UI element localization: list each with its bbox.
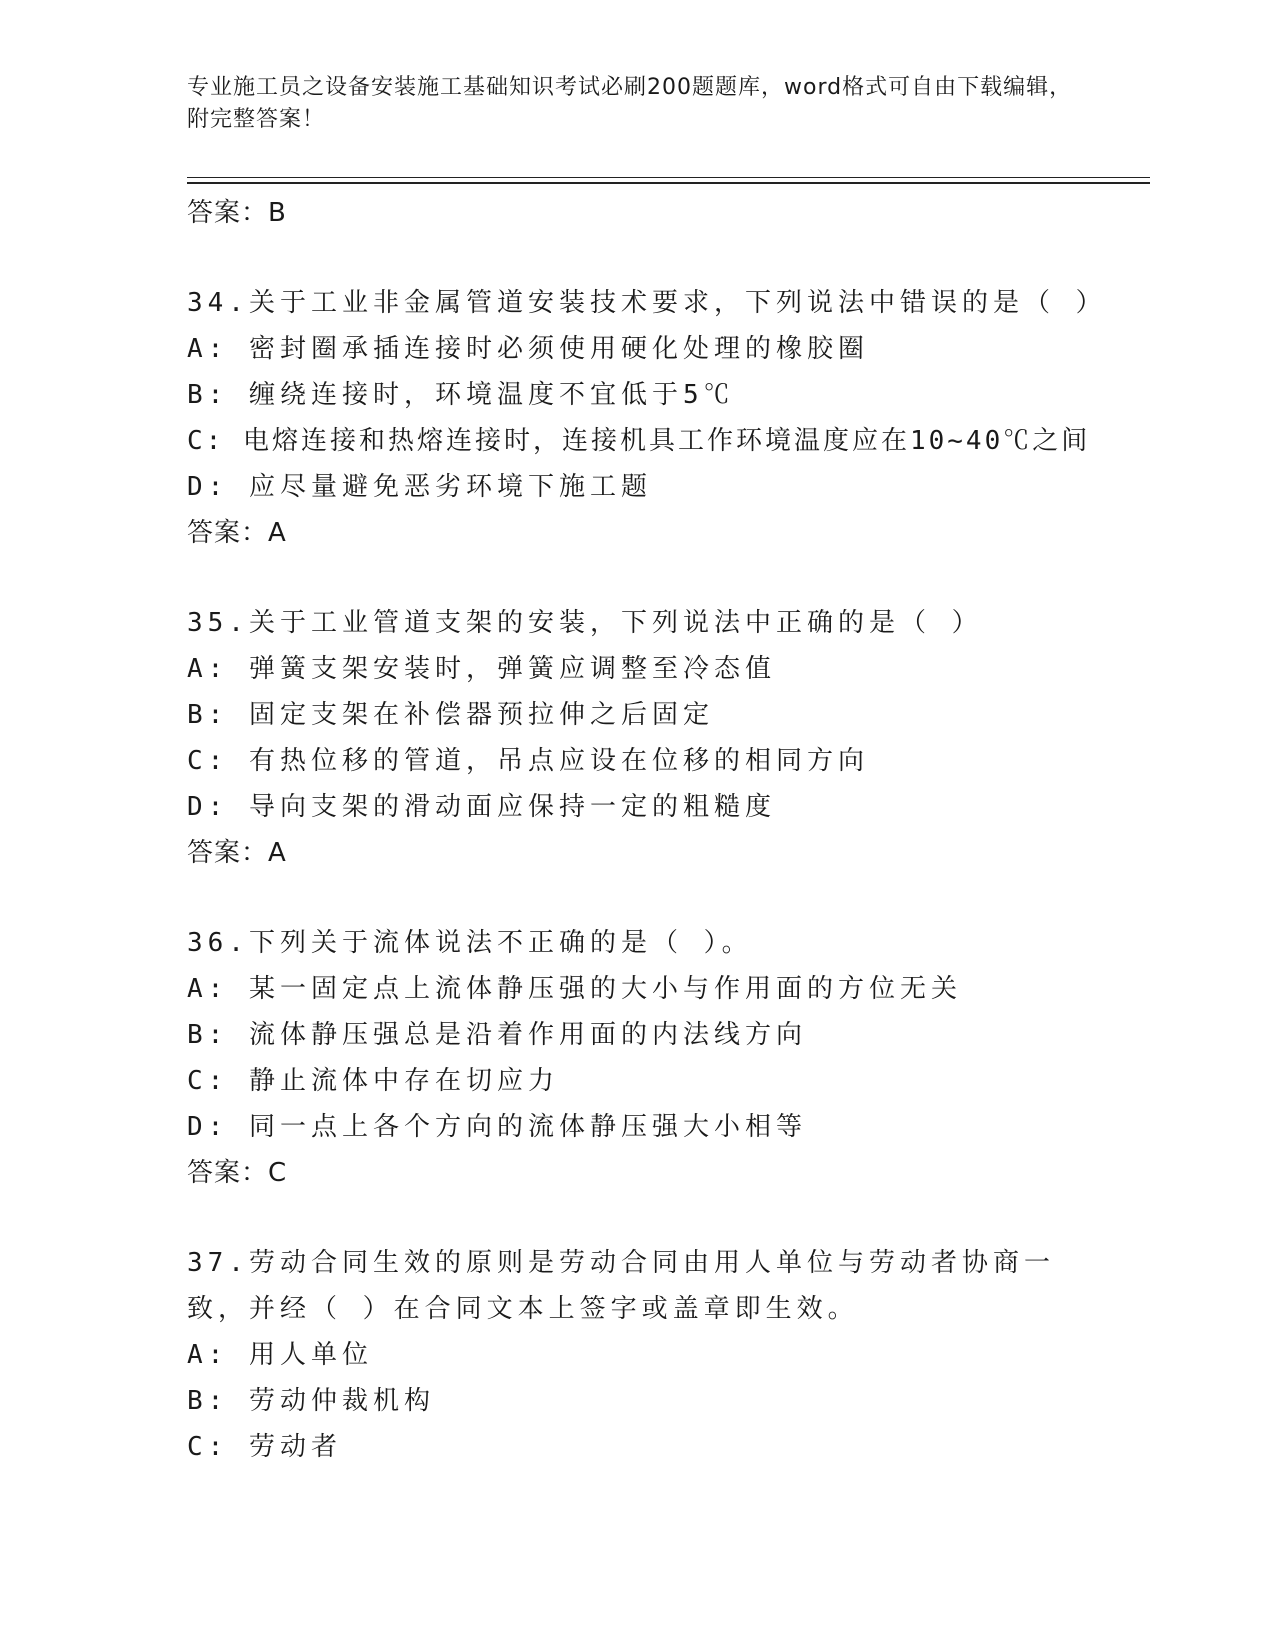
document-body: [187, 190, 1137, 1470]
spacer: [187, 1196, 1137, 1240]
question-stem: 37.劳动合同生效的原则是劳动合同由用人单位与劳动者协商一致，并经（ ）在合同文本上签字或盖章即生效。: [187, 1248, 1055, 1324]
header-divider-thin: [187, 177, 1150, 178]
option-b: B: 缠绕连接时，环境温度不宜低于5℃: [187, 380, 735, 410]
option-c: C: 静止流体中存在切应力: [187, 1066, 559, 1096]
option-d: D: 同一点上各个方向的流体静压强大小相等: [187, 1112, 807, 1142]
option-c: C: 劳动者: [187, 1432, 342, 1462]
option-d: D: 导向支架的滑动面应保持一定的粗糙度: [187, 792, 776, 822]
option-c: C: 电熔连接和热熔连接时，连接机具工作环境温度应在10~40℃之间: [187, 426, 1091, 456]
answer-line: 答案：A: [187, 518, 287, 548]
spacer: [187, 876, 1137, 920]
option-d: D: 应尽量避免恶劣环境下施工题: [187, 472, 652, 502]
option-b: B: 固定支架在补偿器预拉伸之后固定: [187, 700, 714, 730]
option-c: C: 有热位移的管道，吊点应设在位移的相同方向: [187, 746, 869, 776]
option-a: A: 用人单位: [187, 1340, 373, 1370]
spacer: [187, 556, 1137, 600]
question-stem: 36.下列关于流体说法不正确的是（ ）。: [187, 928, 753, 958]
header-divider-thick: [187, 182, 1150, 184]
question-block: [187, 920, 1137, 1196]
option-a: A: 弹簧支架安装时，弹簧应调整至冷态值: [187, 654, 776, 684]
option-a: A: 某一固定点上流体静压强的大小与作用面的方位无关: [187, 974, 962, 1004]
question-block: [187, 1240, 1137, 1470]
answer-line: 答案：B: [187, 198, 287, 228]
document-header: 专业施工员之设备安装施工基础知识考试必刷200题题库，word格式可自由下载编辑，附完整答案！: [187, 75, 1073, 132]
answer-line: 答案：C: [187, 1158, 288, 1188]
question-stem: 34.关于工业非金属管道安装技术要求，下列说法中错误的是（ ）: [187, 288, 1107, 318]
question-block: [187, 600, 1137, 876]
option-b: B: 流体静压强总是沿着作用面的内法线方向: [187, 1020, 807, 1050]
answer-line: 答案：A: [187, 838, 287, 868]
option-a: A: 密封圈承插连接时必须使用硬化处理的橡胶圈: [187, 334, 869, 364]
question-block: [187, 280, 1137, 556]
option-b: B: 劳动仲裁机构: [187, 1386, 435, 1416]
question-stem: 35.关于工业管道支架的安装，下列说法中正确的是（ ）: [187, 608, 983, 638]
spacer: [187, 236, 1137, 280]
